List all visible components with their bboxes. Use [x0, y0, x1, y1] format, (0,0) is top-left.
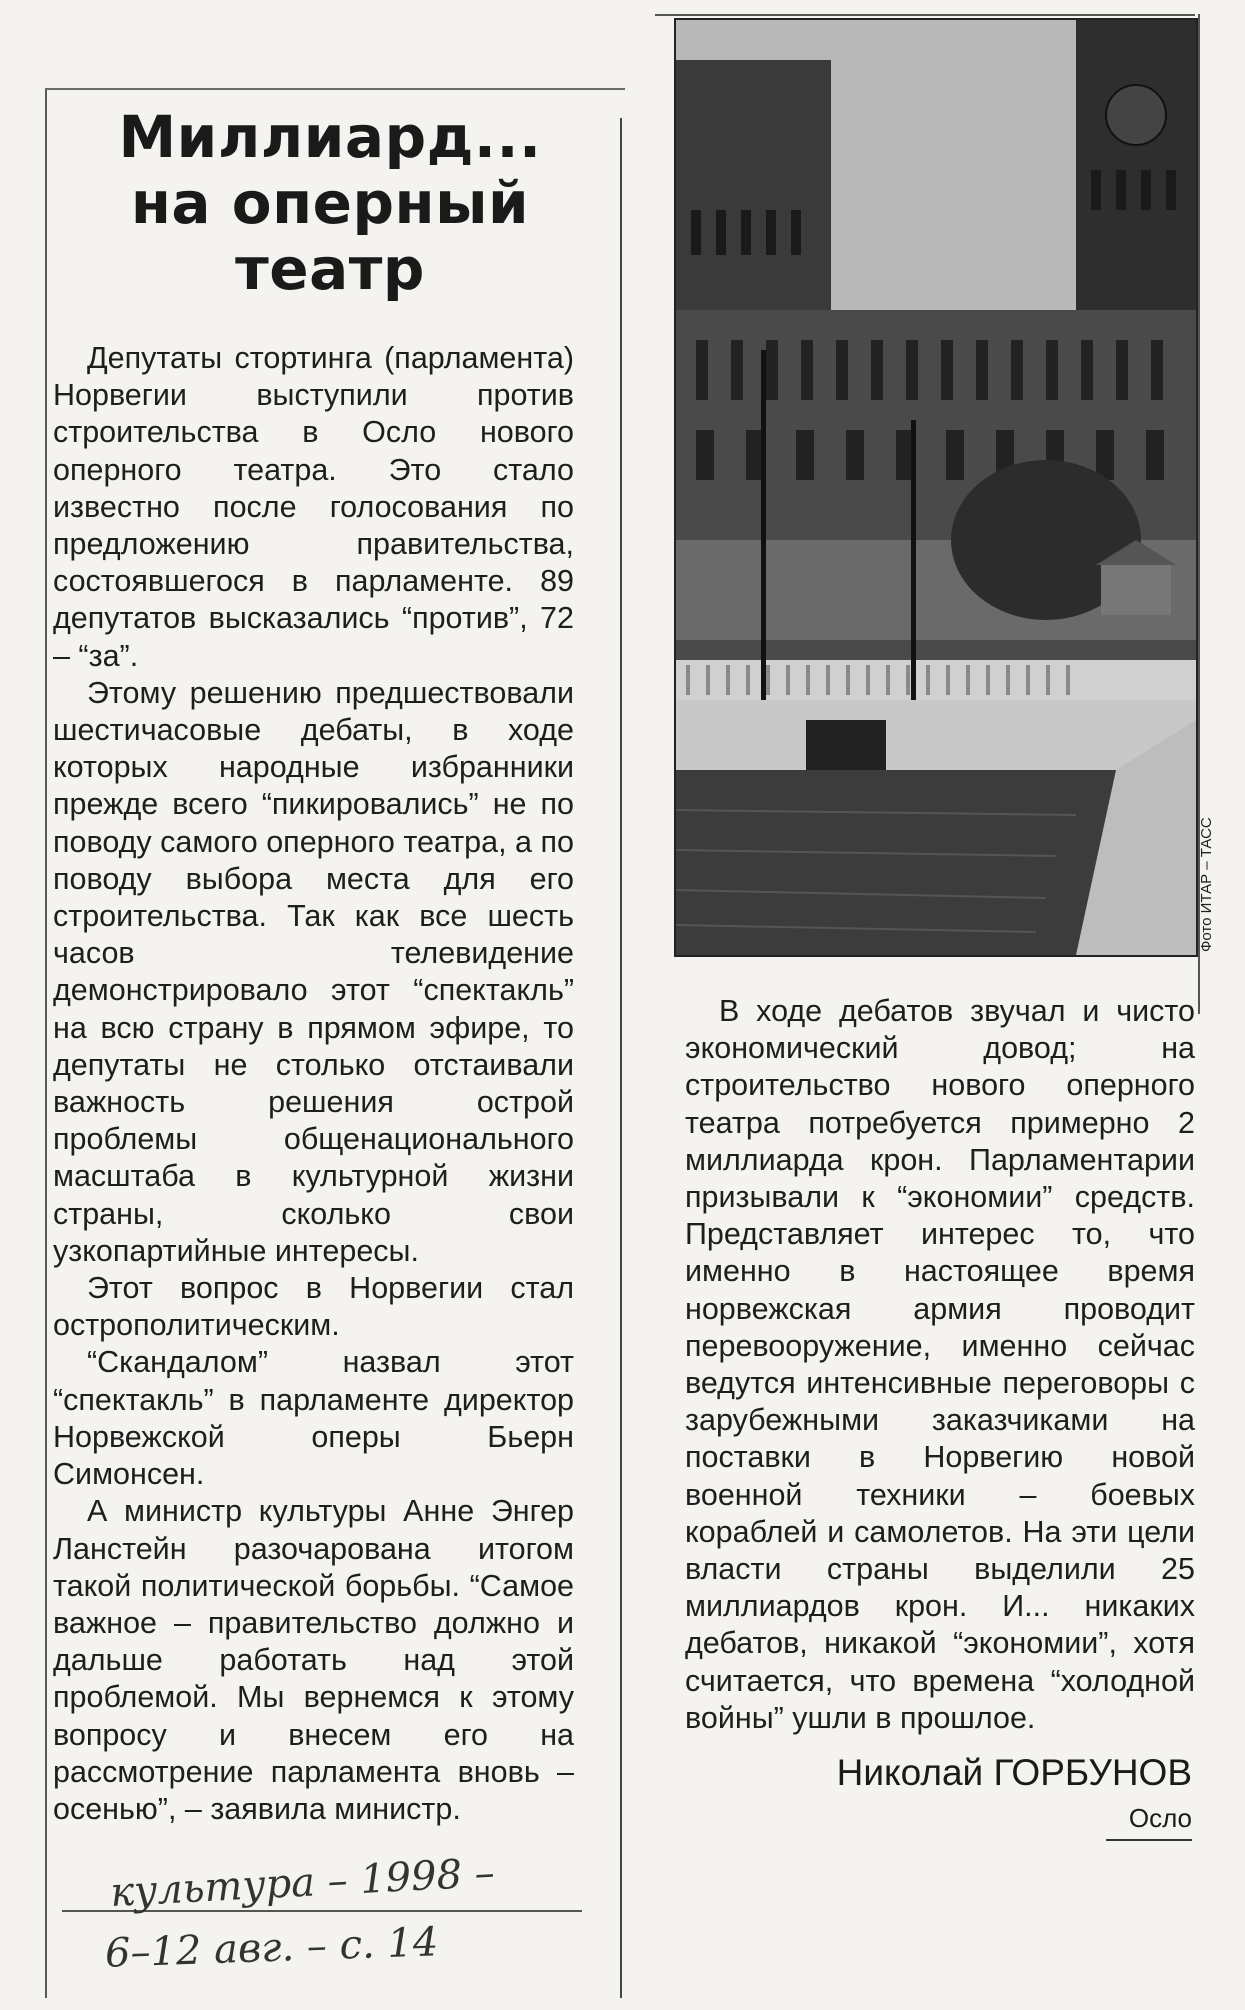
headline-line: Миллиард... — [118, 103, 542, 171]
article-paragraph: Этому решению предшествовали шестичасовые дебаты, в ходе которых народные избранники прежде всего “пикировались” не по поводу самого оперного театра, а по поводу выбора места для его строительства. Так как все шесть часов телевидение демонстрировало этот “спектакль” на всю страну в прямом эфире, то депутаты не столько отстаивали важность решения острой проблемы общенационального масштаба в культурной жизни страны, сколько свои узкопартийные интересы. — [53, 675, 574, 1268]
author-byline: Николай ГОРБУНОВ — [836, 1752, 1192, 1793]
headline-line: театр — [235, 235, 425, 303]
byline-underline — [1106, 1839, 1192, 1841]
handwritten-date-note: 6–12 авг. – с. 14 — [104, 1919, 439, 1977]
article-column-left — [53, 340, 574, 1828]
article-paragraph: Депутаты стортинга (парламента) Норвегии выступили против строительства в Осло нового оперного театра. Это стало известно после голосования по предложению правительства, состоявшегося в парламенте. 89 депутатов высказались “против”, 72 – “за”. — [53, 341, 574, 673]
headline-line: на оперный — [130, 169, 530, 237]
article-column-right — [685, 993, 1195, 1737]
handwritten-source-note: культура – 1998 – — [109, 1849, 496, 1917]
article-paragraph: Этот вопрос в Норвегии стал острополитическим. — [53, 1271, 574, 1343]
clipping-edge — [620, 118, 622, 1998]
clipping-edge — [45, 88, 625, 90]
clipping-edge — [655, 14, 1195, 16]
byline-city: Осло — [1128, 1803, 1192, 1833]
photo-illustration — [676, 20, 1196, 955]
article-paragraph: В ходе дебатов звучал и чисто экономический довод; на строительство нового оперного театра потребуется примерно 2 миллиарда крон. Парламентарии призывали к “экономии” средств. Представляет интерес то, что именно в настоящее время норвежская армия проводит перевооружение, именно сейчас ведутся интенсивные переговоры с зарубежными заказчиками на поставки в Норвегию новой военной техники – боевых кораблей и самолетов. На эти цели власти страны выделили 25 миллиардов крон. И... никаких дебатов, никакой “экономии”, хотя считается, что времена “холодной войны” ушли в прошлое. — [685, 994, 1195, 1735]
article-headline — [60, 104, 600, 302]
photo-credit: Фото ИТАР – ТАСС — [1198, 817, 1215, 952]
city-hall-photo — [674, 18, 1198, 957]
article-paragraph: “Скандалом” назвал этот “спектакль” в парламенте директор Норвежской оперы Бьерн Симонсен. — [53, 1345, 574, 1492]
clipping-edge — [45, 88, 47, 1998]
article-paragraph: А министр культуры Анне Энгер Ланстейн разочарована итогом такой политической борьбы. “Самое важное – правительство должно и дальше работать над этой проблемой. Мы вернемся к этому вопросу и внесем его на рассмотрение парламента вновь – осенью”, – заявила министр. — [53, 1494, 574, 1826]
